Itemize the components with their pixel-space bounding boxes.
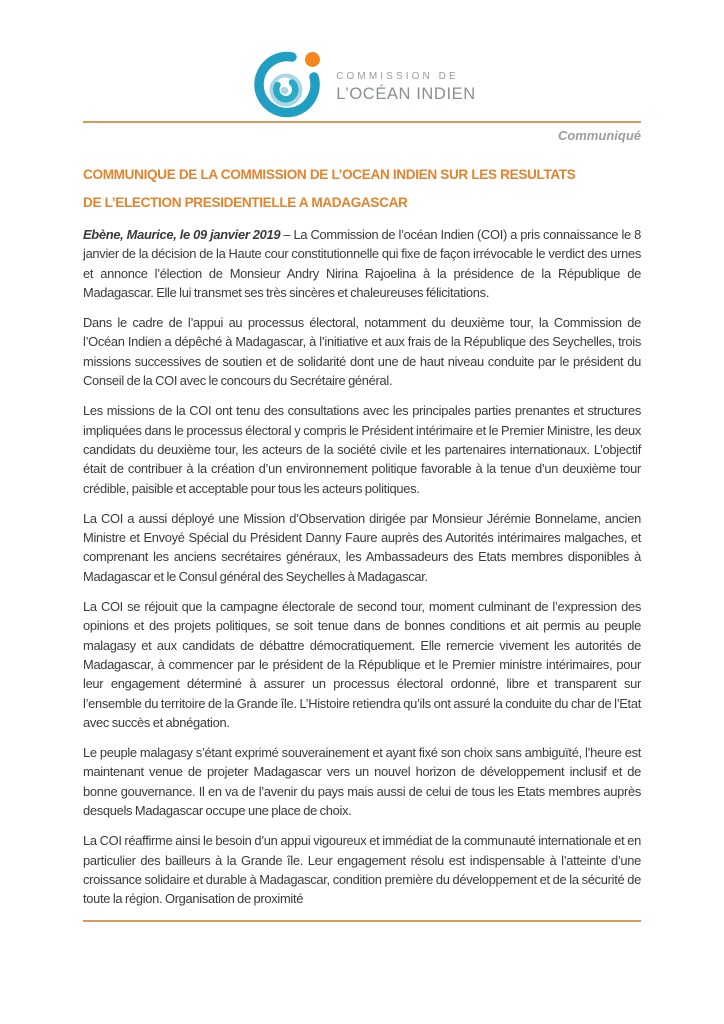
header-rule <box>83 121 641 123</box>
letterhead <box>0 44 724 120</box>
paragraph-text: Les missions de la COI ont tenu des consultations avec les principales parties prenantes et structures impliquées dans le processus électoral y compris le Président intérimaire et le Premier Ministre, les deux candidats du deuxième tour, les acteurs de la société civile et les partenaires internationaux. L’objectif était de contribuer à la création d’un environnement politique favorable à la tenue d’un deuxième tour crédible, paisible et acceptable pour tous les acteurs politiques. <box>83 403 641 496</box>
footer-rule <box>83 920 641 922</box>
paragraph-list <box>83 225 641 909</box>
paragraph-text: La COI réaffirme ainsi le besoin d’un appui vigoureux et immédiat de la communauté internationale et en particulier des bailleurs à la Grande île. Leur engagement résolu est indispensable à l’atteinte d’une croissance solidaire et durable à Madagascar, condition première du développement et de la sécurité de toute la région. Organisation de proximité <box>83 833 641 907</box>
paragraph-dateline <box>83 225 641 302</box>
paragraph-text: Le peuple malagasy s’étant exprimé souverainement et ayant fixé son choix sans ambiguïté, l’heure est maintenant venue de projeter Madagascar vers un nouvel horizon de développement inclusif et de bonne gouvernance. Il en va de l’avenir du pays mais aussi de celui de tous les Etats membres auprès desquels Madagascar occupe une place de choix. <box>83 745 641 819</box>
paragraph-consultations <box>83 401 641 497</box>
paragraph-text: – La Commission de l’océan Indien (COI) a pris connaissance le 8 janvier de la décision de la Haute cour constitutionnelle qui fixe de façon irrévocable le verdict des urnes et annonce l’élection de Monsieur Andry Nirina Rajoelina à la présidence de la République de Madagascar. Elle lui transmet ses très sincères et chaleureuses félicitations. <box>83 227 641 300</box>
paragraph-text: La COI se réjouit que la campagne électorale de second tour, moment culminant de l’expression des opinions et des projets politiques, se soit tenue dans de bonnes conditions et ait permis au peuple malagasy et aux candidats de débattre démocratiquement. Elle remercie vivement les autorités de Madagascar, à commencer par le président de la République et le Premier ministre intérimaires, pour leur engagement déterminé à assurer un processus électoral ordonné, libre et transparent sur l’ensemble du territoire de la Grande île. L’Histoire retiendra qu’ils ont assuré la conduite du char de l’Etat avec succès et abnégation. <box>83 599 641 730</box>
logo-org-name: L’OCÉAN INDIEN <box>336 84 476 103</box>
document-title-line-1: COMMUNIQUE DE LA COMMISSION DE L’OCEAN INDIEN SUR LES RESULTATS <box>83 167 576 182</box>
logo-org-prefix: COMMISSION DE <box>336 70 459 82</box>
dateline-lead: Ebène, Maurice, le 09 janvier 2019 <box>83 227 281 242</box>
coi-logo-icon <box>248 44 326 120</box>
paragraph-missions-support <box>83 313 641 390</box>
paragraph-observation-mission <box>83 509 641 586</box>
document-title <box>83 161 641 217</box>
document-type-label: Communiqué <box>557 128 641 143</box>
coi-logo-text <box>336 71 476 103</box>
paragraph-campaign <box>83 597 641 732</box>
paragraph-text: Dans le cadre de l’appui au processus électoral, notamment du deuxième tour, la Commission de l’Océan Indien a dépêché à Madagascar, à l’initiative et aux frais de la République des Seychelles, trois missions successives de soutien et de solidarité dont une de haut niveau conduite par le président du Conseil de la COI avec le concours du Secrétaire général. <box>83 315 641 389</box>
document-body <box>83 161 641 922</box>
paragraph-people-choice <box>83 743 641 820</box>
document-title-line-2: DE L’ELECTION PRESIDENTIELLE A MADAGASCAR <box>83 195 408 210</box>
paragraph-international-support <box>83 831 641 908</box>
paragraph-text: La COI a aussi déployé une Mission d’Observation dirigée par Monsieur Jérémie Bonnelame, ancien Ministre et Envoyé Spécial du Président Danny Faure auprès des Autorités intérimaires malgaches, et comprenant les anciens secrétaires généraux, les Ambassadeurs des Etats membres disponibles à Madagascar et le Consul général des Seychelles à Madagascar. <box>83 510 641 584</box>
